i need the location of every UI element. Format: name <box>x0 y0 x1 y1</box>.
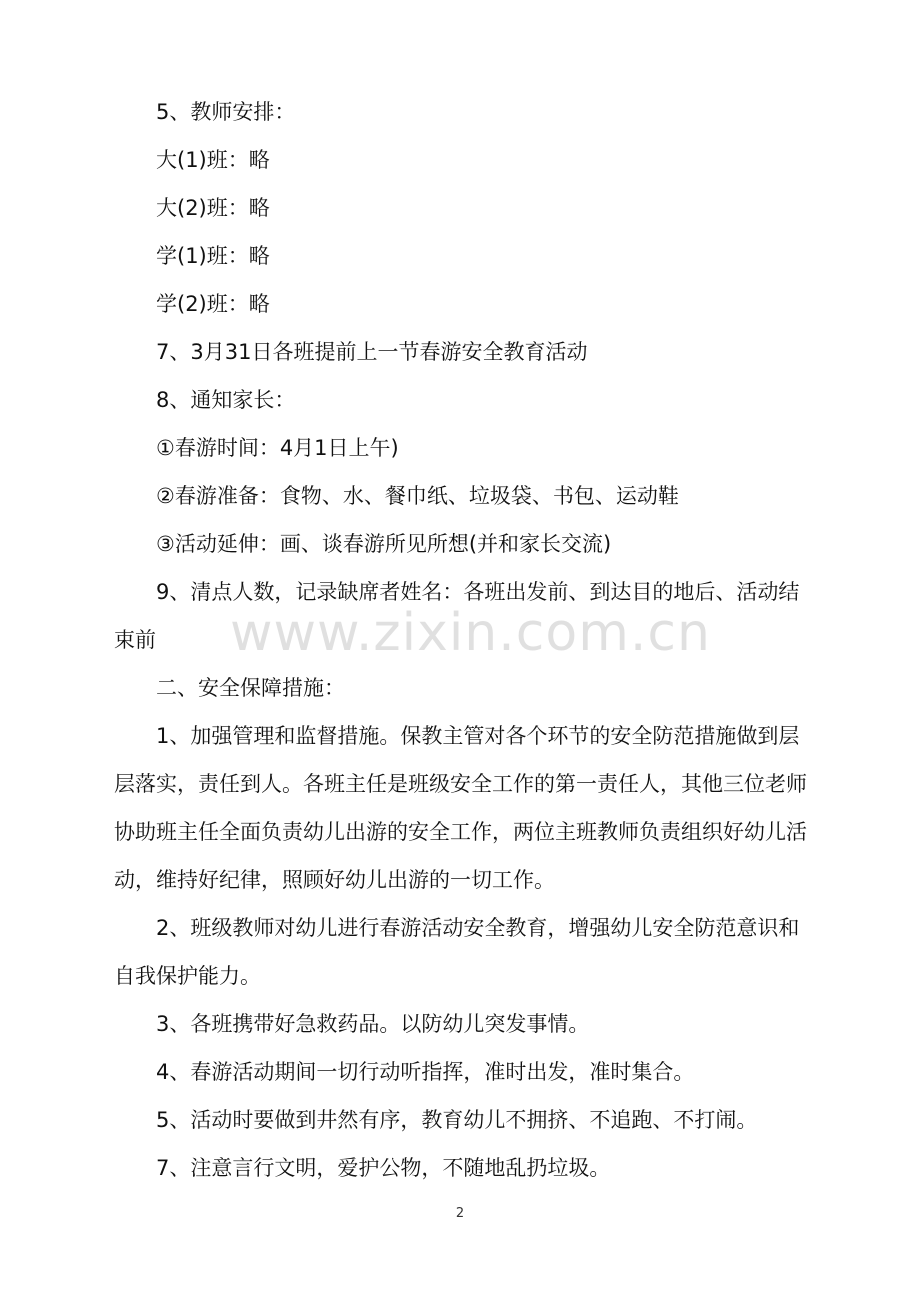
paragraph-headcount: 9、清点人数，记录缺席者姓名：各班出发前、到达目的地后、活动结束前 <box>114 580 800 652</box>
paragraph-first-aid: 3、各班携带好急救药品。以防幼儿突发事情。 <box>156 1012 590 1036</box>
paragraph-activity-extension: ③活动延伸：画、谈春游所见所想(并和家长交流) <box>156 532 612 556</box>
paragraph-management-measures: 1、加强管理和监督措施。保教主管对各个环节的安全防范措施做到层层落实，责任到人。各班主任是班级安全工作的第一责任人，其他三位老师协助班主任全面负责幼儿出游的安全工作，两位主班教师负责组织好幼儿活动，维持好纪律，照顾好幼儿出游的一切工作。 <box>114 724 807 892</box>
section-heading-safety-measures: 二、安全保障措施： <box>156 676 345 700</box>
paragraph-class-xue-1: 学(1)班：略 <box>156 244 270 268</box>
paragraph-safety-lesson: 7、3月31日各班提前上一节春游安全教育活动 <box>156 340 588 364</box>
document-body <box>114 88 814 1192</box>
watermark-text: www.zixin.com.cn <box>230 603 711 663</box>
paragraph-trip-preparation: ②春游准备：食物、水、餐巾纸、垃圾袋、书包、运动鞋 <box>156 484 679 508</box>
paragraph-class-xue-2: 学(2)班：略 <box>156 292 270 316</box>
paragraph-trip-time: ①春游时间：4月1日上午) <box>156 436 399 460</box>
paragraph-orderly-activity: 5、活动时要做到井然有序，教育幼儿不拥挤、不追跑、不打闹。 <box>156 1108 758 1132</box>
paragraph-teacher-arrangement: 5、教师安排： <box>156 100 296 124</box>
paragraph-follow-instructions: 4、春游活动期间一切行动听指挥，准时出发，准时集合。 <box>156 1060 695 1084</box>
page-number: 2 <box>455 1206 465 1221</box>
paragraph-notify-parents: 8、通知家长： <box>156 388 296 412</box>
paragraph-class-da-1: 大(1)班：略 <box>156 148 270 172</box>
paragraph-safety-education: 2、班级教师对幼儿进行春游活动安全教育，增强幼儿安全防范意识和自我保护能力。 <box>114 916 800 988</box>
paragraph-civilized-behavior: 7、注意言行文明，爱护公物，不随地乱扔垃圾。 <box>156 1156 611 1180</box>
paragraph-class-da-2: 大(2)班：略 <box>156 196 270 220</box>
